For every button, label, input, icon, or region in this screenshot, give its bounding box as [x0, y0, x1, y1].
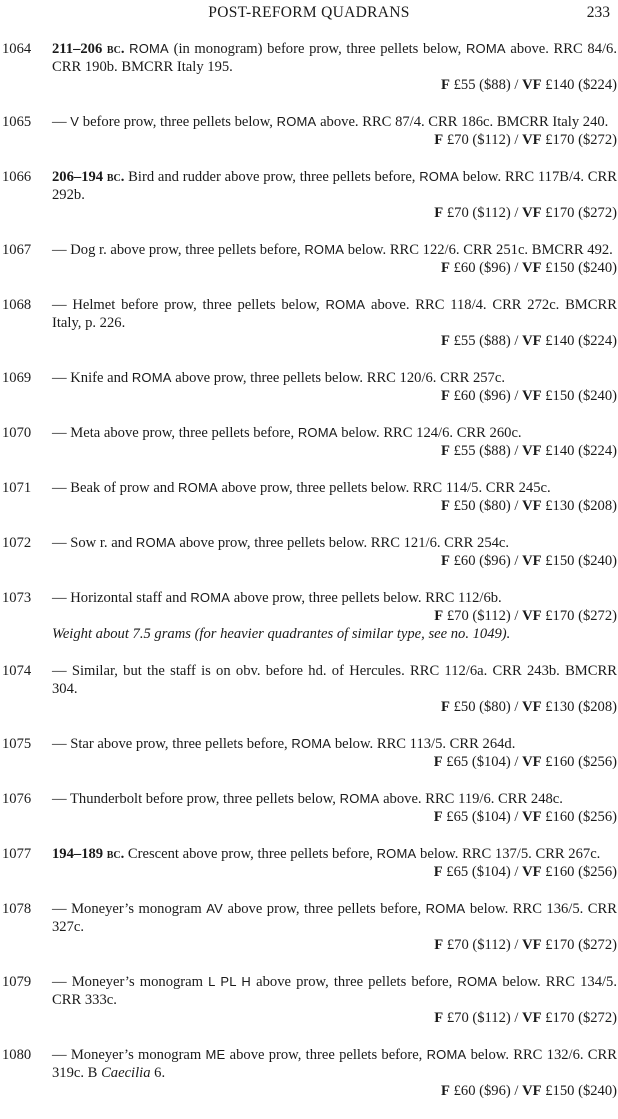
entry-body: [52, 168, 617, 222]
price-line: [52, 131, 617, 149]
price-separator: /: [510, 205, 523, 221]
price-f: £65 ($104): [442, 864, 511, 880]
entry-number: 1074: [2, 663, 32, 679]
entry-date: 206–194: [52, 169, 107, 185]
description-text: 6.: [150, 1065, 166, 1081]
price-separator: /: [510, 608, 523, 624]
price-separator: /: [510, 754, 523, 770]
price-separator: /: [510, 553, 523, 569]
description-text: above. RRC 118/4. CRR 272c. BMCRR Italy, p. 226.: [52, 297, 617, 331]
description-text: — Knife and: [52, 370, 132, 386]
grade-f-label: F: [441, 1083, 450, 1099]
price-vf: £140 ($224): [541, 443, 617, 459]
entry-body: [52, 369, 617, 405]
grade-f-label: F: [434, 132, 444, 148]
entry-number: 1076: [2, 791, 32, 807]
catalogue-entry: [0, 589, 618, 643]
description-text: — Moneyer’s monogram: [52, 901, 207, 917]
grade-f-label: F: [441, 333, 450, 349]
description-text: above prow, three pellets before,: [225, 1047, 427, 1063]
grade-f-label: F: [441, 77, 450, 93]
entry-body: [52, 424, 617, 460]
description-text: —: [52, 114, 71, 130]
catalogue-entry: [0, 296, 618, 350]
grade-vf-label: VF: [522, 608, 542, 624]
price-line: [52, 497, 617, 515]
price-vf: £150 ($240): [541, 388, 617, 404]
coin-legend: ROMA: [425, 901, 466, 916]
grade-vf-label: VF: [522, 754, 542, 770]
entry-body: [52, 735, 617, 771]
grade-vf-label: VF: [522, 498, 542, 514]
entry-description: [52, 974, 617, 1008]
catalogue-entry: [0, 534, 618, 570]
entry-description: [52, 41, 617, 75]
description-text: — Thunderbolt before prow, three pellets below,: [52, 791, 340, 807]
price-f: £55 ($88): [449, 333, 511, 349]
entry-body: [52, 790, 617, 826]
catalogue-entry: [0, 790, 618, 826]
entry-number: 1071: [2, 480, 32, 496]
description-text: above prow, three pellets below. RRC 114/5. CRR 245c.: [217, 480, 551, 496]
price-f: £55 ($88): [449, 443, 511, 459]
coin-legend: V: [70, 114, 80, 129]
grade-vf-label: VF: [522, 809, 542, 825]
description-text: above prow, three pellets before,: [251, 974, 458, 990]
price-line: [52, 552, 617, 570]
entry-description: [52, 114, 608, 130]
description-text: Bird and rudder above prow, three pellets before,: [124, 169, 420, 185]
description-text: before prow, three pellets below,: [79, 114, 277, 130]
entry-description: [52, 590, 502, 606]
description-text: above. RRC 119/6. CRR 248c.: [379, 791, 563, 807]
coin-legend: ROMA: [135, 535, 176, 550]
description-text: — Dog r. above prow, three pellets before,: [52, 242, 305, 258]
description-text: below. RRC 132/6. CRR 319c. B: [52, 1047, 617, 1081]
entry-description: [52, 535, 509, 551]
price-f: £55 ($88): [449, 77, 511, 93]
price-f: £60 ($96): [449, 260, 511, 276]
catalogue-entry: [0, 424, 618, 460]
grade-f-label: F: [434, 608, 444, 624]
entry-description: [52, 663, 617, 697]
price-separator: /: [510, 388, 523, 404]
entry-date: 211–206: [52, 41, 107, 57]
description-text: above prow, three pellets below. RRC 121/6. CRR 254c.: [175, 535, 510, 551]
price-line: [52, 259, 617, 277]
catalogue-entry: [0, 735, 618, 771]
description-text: — Similar, but the staff is on obv. before hd. of Hercules. RRC 112/6a. CRR 243b. BMCRR 304.: [52, 663, 617, 697]
running-title: POST-REFORM QUADRANS: [208, 4, 410, 21]
coin-legend: ROMA: [291, 736, 332, 751]
coin-legend: ROMA: [465, 41, 506, 56]
grade-vf-label: VF: [522, 1010, 542, 1026]
price-line: [52, 808, 617, 826]
entry-description: [52, 169, 617, 203]
entry-body: [52, 973, 617, 1027]
price-f: £70 ($112): [443, 937, 511, 953]
catalogue-entry: [0, 479, 618, 515]
entry-number: 1073: [2, 590, 32, 606]
grade-f-label: F: [434, 205, 444, 221]
catalogue-entry: [0, 973, 618, 1027]
coin-legend: ROMA: [339, 791, 380, 806]
description-text: — Sow r. and: [52, 535, 136, 551]
price-f: £65 ($104): [442, 754, 511, 770]
catalogue-entries: [0, 40, 618, 1119]
coin-legend: ROMA: [426, 1047, 467, 1062]
entry-number: 1078: [2, 901, 32, 917]
catalogue-entry: [0, 113, 618, 149]
entry-description: [52, 846, 600, 862]
entry-description: [52, 1047, 617, 1081]
description-text: — Moneyer’s monogram: [52, 1047, 206, 1063]
entry-number: 1064: [2, 41, 32, 57]
price-f: £50 ($80): [449, 699, 511, 715]
entry-description: [52, 425, 522, 441]
description-text: — Horizontal staff and: [52, 590, 191, 606]
price-vf: £160 ($256): [541, 754, 617, 770]
entry-body: [52, 479, 617, 515]
description-text: (in monogram) before prow, three pellets below,: [168, 41, 466, 57]
catalogue-entry: [0, 845, 618, 881]
entry-number: 1067: [2, 242, 32, 258]
grade-f-label: F: [441, 553, 450, 569]
catalogue-entry: [0, 40, 618, 94]
price-f: £60 ($96): [449, 1083, 511, 1099]
price-line: [52, 936, 617, 954]
entry-body: [52, 113, 617, 149]
entry-number: 1077: [2, 846, 32, 862]
price-vf: £160 ($256): [541, 864, 617, 880]
description-text: below. RRC 124/6. CRR 260c.: [337, 425, 522, 441]
grade-vf-label: VF: [522, 443, 542, 459]
entry-number: 1066: [2, 169, 32, 185]
price-line: [52, 204, 617, 222]
grade-vf-label: VF: [522, 553, 542, 569]
grade-vf-label: VF: [522, 937, 542, 953]
price-separator: /: [510, 260, 523, 276]
entry-body: [52, 40, 617, 94]
grade-vf-label: VF: [522, 388, 542, 404]
coin-legend: ROMA: [376, 846, 417, 861]
price-separator: /: [510, 77, 523, 93]
entry-number: 1072: [2, 535, 32, 551]
description-text: below. RRC 136/5. CRR 327c.: [52, 901, 617, 935]
price-vf: £150 ($240): [541, 553, 617, 569]
price-line: [52, 863, 617, 881]
entry-number: 1069: [2, 370, 32, 386]
price-line: [52, 753, 617, 771]
description-text: — Moneyer’s monogram: [52, 974, 209, 990]
entry-body: [52, 241, 617, 277]
price-separator: /: [510, 809, 523, 825]
price-separator: /: [510, 333, 523, 349]
description-text: — Beak of prow and: [52, 480, 179, 496]
coin-legend: ROMA: [457, 974, 498, 989]
grade-vf-label: VF: [522, 699, 542, 715]
description-text: — Helmet before prow, three pellets below,: [52, 297, 326, 313]
entry-era: bc.: [106, 41, 125, 57]
price-vf: £170 ($272): [541, 608, 617, 624]
price-f: £70 ($112): [443, 205, 511, 221]
entry-body: [52, 534, 617, 570]
price-separator: /: [510, 864, 523, 880]
entry-number: 1070: [2, 425, 32, 441]
description-text: above prow, three pellets below. RRC 112/6b.: [230, 590, 502, 606]
grade-f-label: F: [433, 864, 443, 880]
price-separator: /: [510, 443, 523, 459]
description-text: above. RRC 84/6. CRR 190b. BMCRR Italy 195.: [52, 41, 617, 75]
coin-legend: ROMA: [325, 297, 366, 312]
catalogue-entry: [0, 168, 618, 222]
entry-description: [52, 242, 613, 258]
price-line: [52, 607, 617, 625]
entry-description: [52, 791, 563, 807]
page-number: 233: [586, 4, 610, 21]
entry-number: 1075: [2, 736, 32, 752]
coin-legend: ROMA: [190, 590, 231, 605]
entry-body: [52, 589, 617, 643]
grade-vf-label: VF: [522, 132, 542, 148]
coin-legend: L PL H: [208, 974, 252, 989]
entry-number: 1065: [2, 114, 32, 130]
entry-number: 1068: [2, 297, 32, 313]
entry-description: [52, 480, 551, 496]
price-f: £50 ($80): [449, 498, 511, 514]
price-separator: /: [510, 699, 523, 715]
price-separator: /: [510, 498, 523, 514]
entry-era: bc.: [106, 169, 125, 185]
description-text: above prow, three pellets before,: [223, 901, 426, 917]
price-f: £70 ($112): [443, 1010, 511, 1026]
price-f: £70 ($112): [443, 608, 511, 624]
price-vf: £170 ($272): [541, 1010, 617, 1026]
grade-f-label: F: [441, 498, 450, 514]
price-vf: £150 ($240): [541, 1083, 617, 1099]
grade-f-label: F: [441, 443, 450, 459]
coin-legend: ROMA: [131, 370, 172, 385]
description-text: below. RRC 137/5. CRR 267c.: [416, 846, 601, 862]
price-line: [52, 442, 617, 460]
catalogue-entry: [0, 662, 618, 716]
price-separator: /: [510, 1010, 523, 1026]
price-line: [52, 332, 617, 350]
grade-vf-label: VF: [522, 205, 542, 221]
catalogue-entry: [0, 900, 618, 954]
description-text: Crescent above prow, three pellets before,: [124, 846, 377, 862]
grade-vf-label: VF: [522, 260, 542, 276]
entry-description: [52, 297, 617, 331]
entry-number: 1080: [2, 1047, 32, 1063]
price-f: £70 ($112): [443, 132, 511, 148]
description-text: — Meta above prow, three pellets before,: [52, 425, 298, 441]
entry-number: 1079: [2, 974, 32, 990]
description-text: below. RRC 134/5. CRR 333c.: [52, 974, 617, 1008]
coin-legend: ROMA: [419, 169, 460, 184]
entry-note: Weight about 7.5 grams (for heavier quadrantes of similar type, see no. 1049).: [52, 626, 511, 642]
price-f: £60 ($96): [449, 388, 511, 404]
coin-legend: ROMA: [178, 480, 218, 495]
price-f: £60 ($96): [449, 553, 511, 569]
price-line: [52, 1009, 617, 1027]
price-separator: /: [510, 1083, 523, 1099]
price-vf: £140 ($224): [541, 333, 617, 349]
description-text: above. RRC 87/4. CRR 186c. BMCRR Italy 240.: [316, 114, 609, 130]
catalogue-entry: [0, 241, 618, 277]
grade-f-label: F: [434, 937, 444, 953]
grade-vf-label: VF: [522, 77, 542, 93]
entry-date: 194–189: [52, 846, 107, 862]
grade-f-label: F: [441, 260, 450, 276]
coin-legend: ROMA: [276, 114, 317, 129]
entry-description: [52, 370, 505, 386]
description-text: below. RRC 122/6. CRR 251c. BMCRR 492.: [344, 242, 613, 258]
grade-f-label: F: [441, 388, 450, 404]
page-header: [0, 4, 618, 24]
price-separator: /: [510, 937, 523, 953]
catalogue-entry: [0, 1046, 618, 1100]
entry-description: [52, 736, 515, 752]
price-vf: £170 ($272): [541, 132, 617, 148]
description-text: — Star above prow, three pellets before,: [52, 736, 292, 752]
price-vf: £150 ($240): [541, 260, 617, 276]
coin-legend: ME: [205, 1047, 226, 1062]
description-text: below. RRC 117B/4. CRR 292b.: [52, 169, 617, 203]
price-vf: £170 ($272): [541, 205, 617, 221]
italic-text: Caecilia: [101, 1065, 151, 1081]
price-line: [52, 387, 617, 405]
coin-legend: AV: [206, 901, 223, 916]
grade-f-label: F: [433, 754, 443, 770]
grade-f-label: F: [441, 699, 450, 715]
coin-legend: ROMA: [129, 41, 169, 56]
price-vf: £130 ($208): [541, 498, 617, 514]
entry-body: [52, 1046, 617, 1100]
price-vf: £160 ($256): [541, 809, 617, 825]
description-text: above prow, three pellets below. RRC 120/6. CRR 257c.: [171, 370, 505, 386]
grade-f-label: F: [434, 1010, 444, 1026]
entry-body: [52, 296, 617, 350]
entry-description: [52, 901, 617, 935]
catalogue-entry: [0, 369, 618, 405]
price-vf: £140 ($224): [541, 77, 617, 93]
entry-body: [52, 900, 617, 954]
price-vf: £130 ($208): [541, 699, 617, 715]
entry-era: bc.: [106, 846, 125, 862]
price-vf: £170 ($272): [541, 937, 617, 953]
entry-body: [52, 662, 617, 716]
price-separator: /: [510, 132, 523, 148]
grade-vf-label: VF: [522, 1083, 542, 1099]
grade-vf-label: VF: [522, 864, 542, 880]
grade-vf-label: VF: [522, 333, 542, 349]
price-line: [52, 698, 617, 716]
price-f: £65 ($104): [442, 809, 511, 825]
entry-body: [52, 845, 617, 881]
price-line: [52, 1082, 617, 1100]
grade-f-label: F: [433, 809, 443, 825]
price-line: [52, 76, 617, 94]
coin-legend: ROMA: [297, 425, 338, 440]
coin-legend: ROMA: [304, 242, 345, 257]
description-text: below. RRC 113/5. CRR 264d.: [331, 736, 516, 752]
